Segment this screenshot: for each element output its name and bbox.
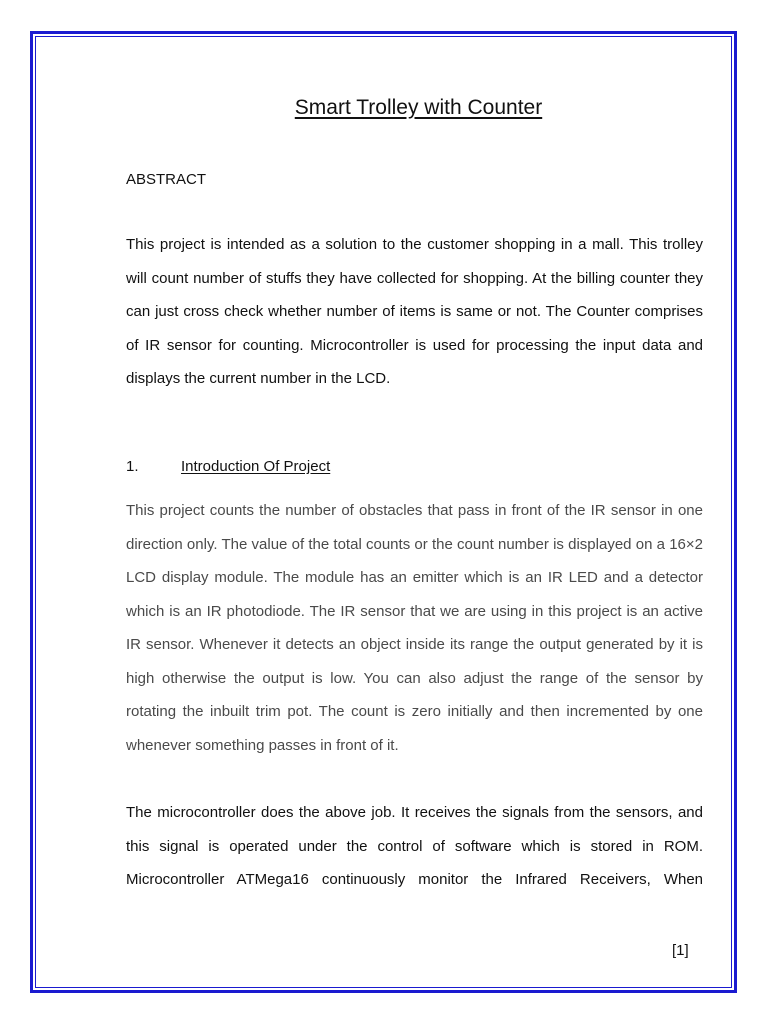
micro-paragraph-block	[126, 796, 703, 897]
section-heading	[126, 458, 330, 475]
page-number: [1]	[672, 942, 689, 959]
micro-paragraph: The microcontroller does the above job. It receives the signals from the sensors, and this signal is operated under the control of software which is stored in ROM. Microcontroller ATMega16 continuously monitor the Infrared Receivers, When	[126, 804, 703, 888]
intro-paragraph: This project counts the number of obstacles that pass in front of the IR sensor in one direction only. The value of the total counts or the count number is displayed on a 16×2 LCD display module. The module has an emitter which is an IR LED and a detector which is an IR photodiode. The IR sensor that we are using in this project is an active IR sensor. Whenever it detects an object inside its range the output generated by it is high otherwise the output is low. You can also adjust the range of the sensor by rotating the inbuilt trim pot. The count is zero initially and then incremented by one whenever something passes in front of it.	[126, 502, 703, 754]
document-title: Smart Trolley with Counter	[294, 96, 543, 119]
intro-paragraph-block	[126, 494, 703, 762]
section-number: 1.	[126, 458, 139, 475]
abstract-paragraph-block	[126, 228, 703, 396]
section-title: Introduction Of Project	[181, 458, 331, 475]
abstract-heading: ABSTRACT	[126, 171, 207, 188]
abstract-paragraph: This project is intended as a solution to the customer shopping in a mall. This trolley will count number of stuffs they have collected for shopping. At the billing counter they can just cross check whether number of items is same or not. The Counter comprises of IR sensor for counting. Microcontroller is used for processing the input data and displays the current number in the LCD.	[126, 236, 703, 387]
